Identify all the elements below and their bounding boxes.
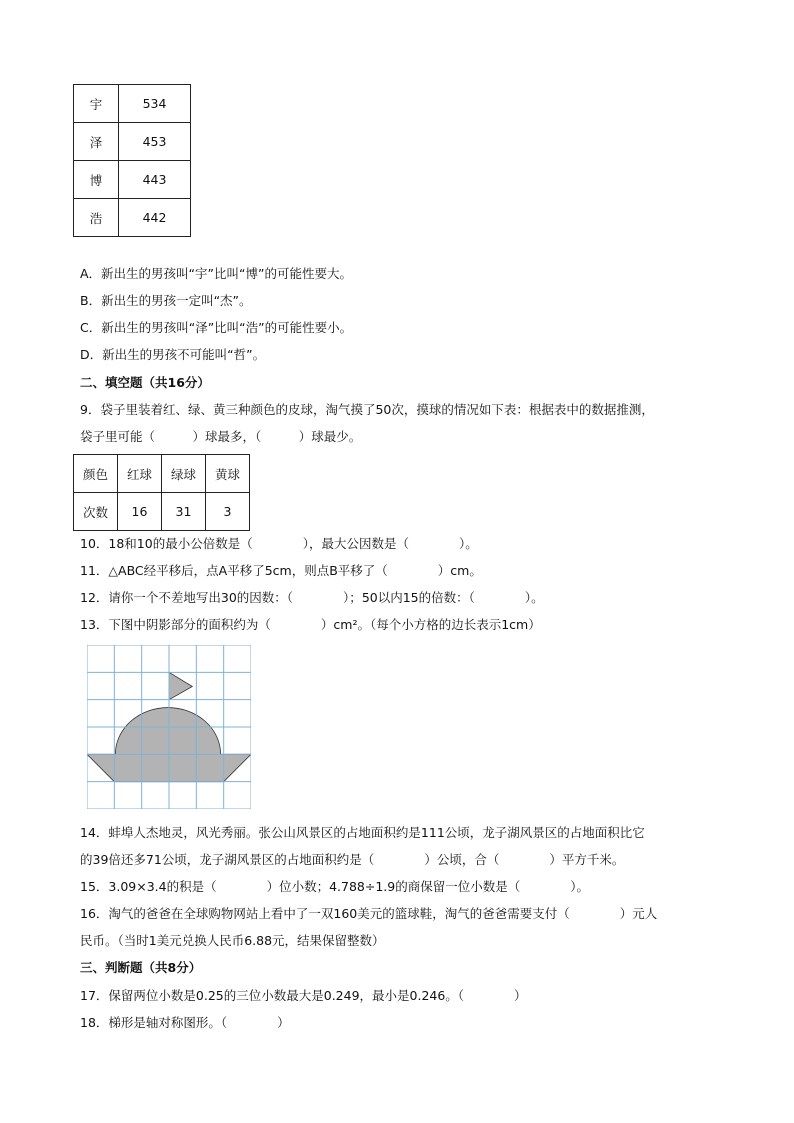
ball-count-cell: 16 xyxy=(118,493,162,531)
q13: 13．下图中阴影部分的面积约为（ ）cm²。（每个小方格的边长表示1cm） xyxy=(80,617,541,632)
ball-header-cell: 红球 xyxy=(118,455,162,493)
count-cell: 453 xyxy=(119,123,191,161)
q10: 10．18和10的最小公倍数是（ ），最大公因数是（ ）。 xyxy=(80,536,478,551)
name-table-row xyxy=(74,85,191,123)
q14-line2: 的39倍还多71公顷，龙子湖风景区的占地面积约是（ ）公顷，合（ ）平方千米。 xyxy=(80,852,625,867)
grid-lines xyxy=(87,645,251,809)
name-cell: 博 xyxy=(74,161,119,199)
name-frequency-table xyxy=(73,84,191,237)
count-cell: 534 xyxy=(119,85,191,123)
q16-line2: 民币。（当时1美元兑换人民币6.88元，结果保留整数） xyxy=(80,933,385,948)
count-cell: 442 xyxy=(119,199,191,237)
count-cell: 443 xyxy=(119,161,191,199)
name-table-row xyxy=(74,123,191,161)
section-judgement-heading: 三、判断题（共8分） xyxy=(80,960,202,975)
ball-header-cell: 颜色 xyxy=(74,455,118,493)
option-d: D．新出生的男孩不可能叫“哲”。 xyxy=(80,347,266,362)
ball-table-count-row xyxy=(74,493,250,531)
name-table-row xyxy=(74,161,191,199)
name-table-row xyxy=(74,199,191,237)
q11: 11．△ABC经平移后，点A平移了5cm，则点B平移了（ ）cm。 xyxy=(80,563,482,578)
q18: 18．梯形是轴对称图形。（ ） xyxy=(80,1015,290,1030)
shaded-area-grid-figure xyxy=(87,645,251,809)
section-fill-in-heading: 二、填空题（共16分） xyxy=(80,375,210,390)
ball-count-table xyxy=(73,454,250,531)
option-c: C．新出生的男孩叫“泽”比叫“浩”的可能性要小。 xyxy=(80,320,353,335)
q9-line2: 袋子里可能（ ）球最多，（ ）球最少。 xyxy=(80,429,362,444)
name-cell: 宇 xyxy=(74,85,119,123)
ball-header-cell: 绿球 xyxy=(162,455,206,493)
name-cell: 浩 xyxy=(74,199,119,237)
q17: 17．保留两位小数是0.25的三位小数最大是0.249，最小是0.246。（ ） xyxy=(80,988,527,1003)
q9-line1: 9．袋子里装着红、绿、黄三种颜色的皮球，淘气摸了50次，摸球的情况如下表：根据表中的数据推测， xyxy=(80,402,654,417)
ball-header-cell: 黄球 xyxy=(206,455,250,493)
ball-count-cell: 31 xyxy=(162,493,206,531)
name-cell: 泽 xyxy=(74,123,119,161)
ball-count-cell: 3 xyxy=(206,493,250,531)
q16-line1: 16．淘气的爸爸在全球购物网站上看中了一双160美元的篮球鞋，淘气的爸爸需要支付（ ）元人 xyxy=(80,906,658,921)
option-b: B．新出生的男孩一定叫“杰”。 xyxy=(80,293,252,308)
option-a: A．新出生的男孩叫“宇”比叫“博”的可能性要大。 xyxy=(80,266,352,281)
q12: 12．请你一个不差地写出30的因数：（ ）；50以内15的倍数：（ ）。 xyxy=(80,590,544,605)
ball-table-header-row xyxy=(74,455,250,493)
q15: 15．3.09×3.4的积是（ ）位小数；4.788÷1.9的商保留一位小数是（ ）。 xyxy=(80,879,589,894)
ball-count-cell: 次数 xyxy=(74,493,118,531)
q14-line1: 14．蚌埠人杰地灵，风光秀丽。张公山风景区的占地面积约是111公顷，龙子湖风景区的占地面积比它 xyxy=(80,825,645,840)
